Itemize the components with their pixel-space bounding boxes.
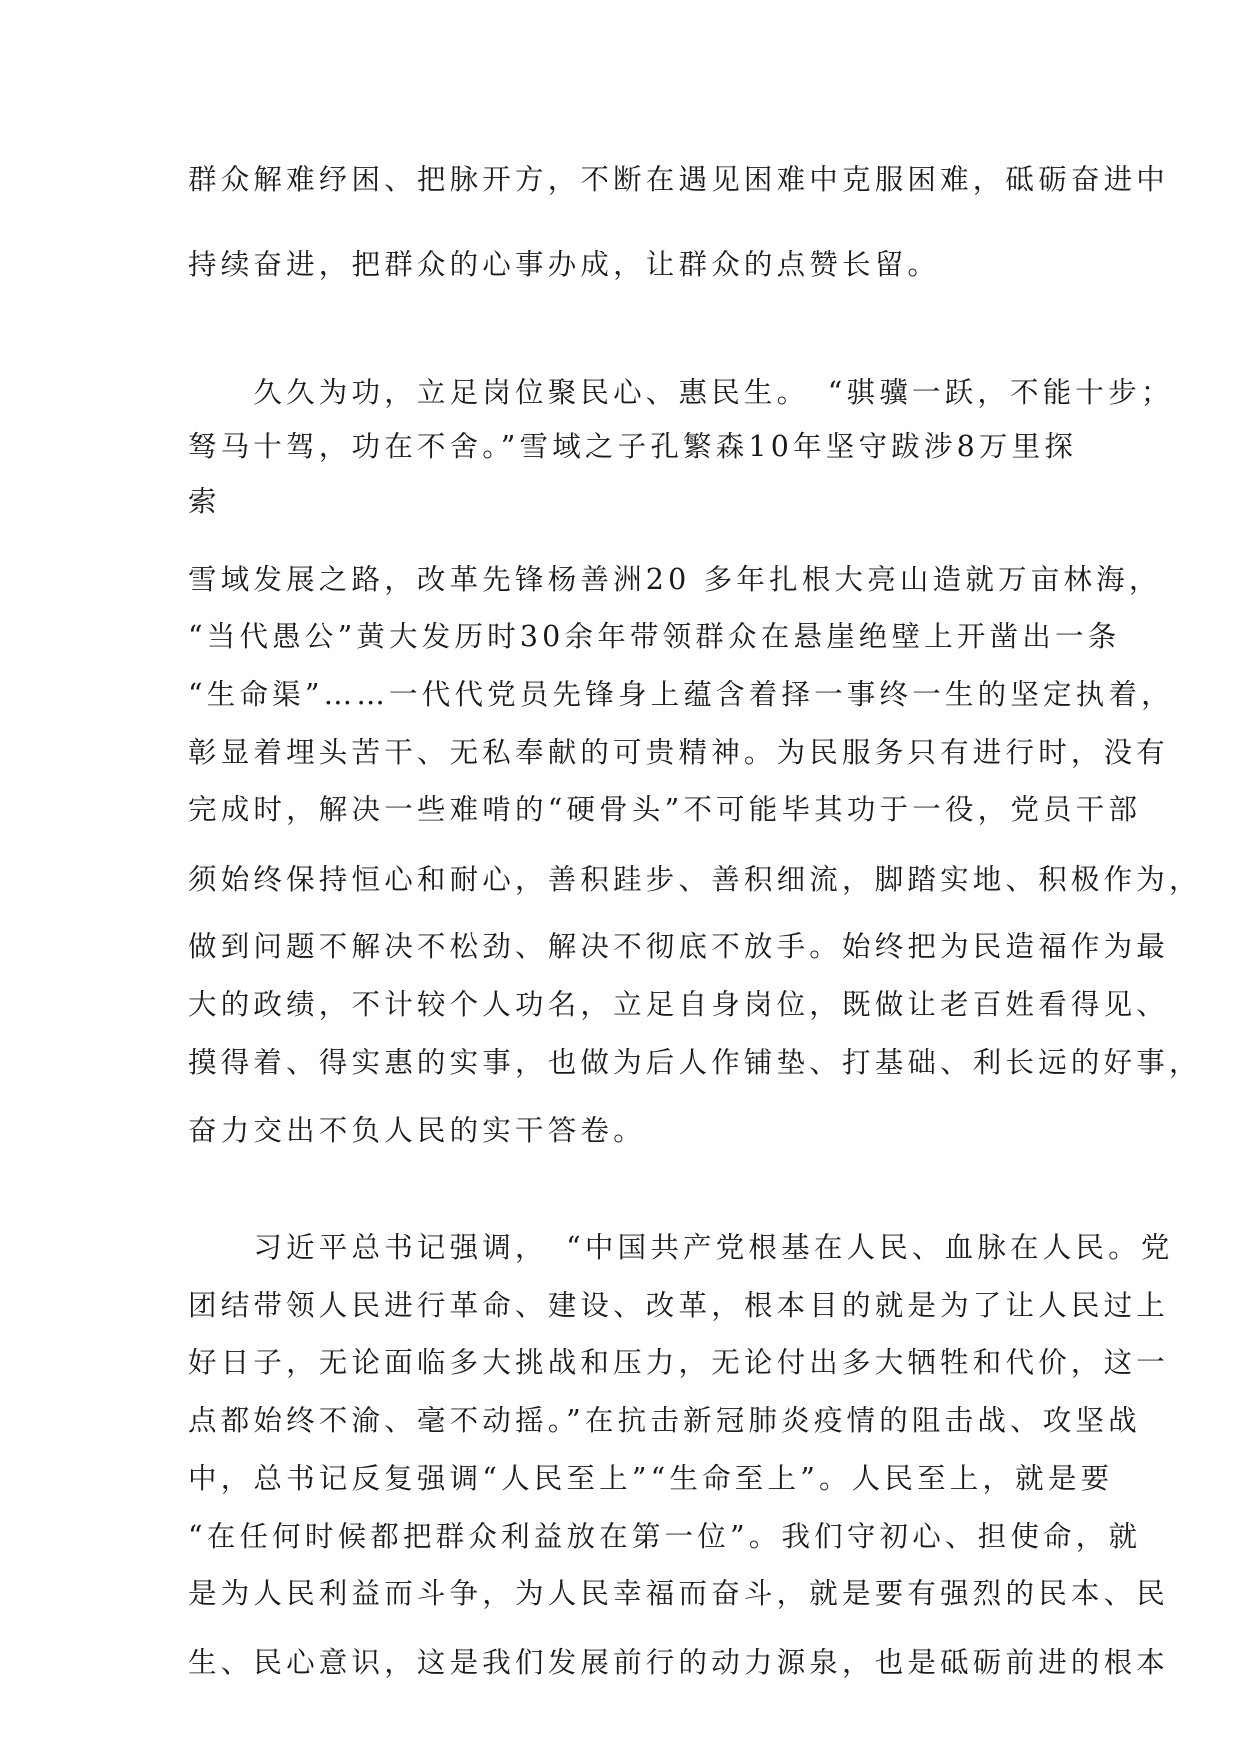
text-line: “生命渠”……一代代党员先锋身上蕴含着择一事终一生的坚定执着，	[188, 678, 1174, 711]
text-line: 点都始终不渝、毫不动摇。”在抗击新冠肺炎疫情的阻击战、攻坚战	[188, 1404, 1141, 1437]
text-line: 索	[188, 485, 221, 518]
text-line: 群众解难纾困、把脉开方，不断在遇见困难中克服困难，砥砺奋进中	[188, 163, 1170, 196]
text-line: 做到问题不解决不松劲、解决不彻底不放手。始终把为民造福作为最	[188, 930, 1170, 963]
text-line: 须始终保持恒心和耐心，善积跬步、善积细流，脚踏实地、积极作为，	[188, 863, 1202, 896]
text-line: 持续奋进，把群众的心事办成，让群众的点赞长留。	[188, 248, 941, 281]
text-line: 奋力交出不负人民的实干答卷。	[188, 1114, 646, 1147]
text-line: 团结带领人民进行革命、建设、改革，根本目的就是为了让人民过上	[188, 1289, 1170, 1322]
text-line: 久久为功，立足岗位聚民心、惠民生。 “骐骥一跃，不能十步；	[188, 376, 1174, 409]
text-line: “当代愚公”黄大发历时30余年带领群众在悬崖绝壁上开凿出一条	[188, 620, 1121, 653]
text-line: 中，总书记反复强调“人民至上”“生命至上”。人民至上，就是要	[188, 1462, 1114, 1495]
text-line: 是为人民利益而斗争，为人民幸福而奋斗，就是要有强烈的民本、民	[188, 1577, 1170, 1610]
text-line: 摸得着、得实惠的实事，也做为后人作铺垫、打基础、利长远的好事，	[188, 1046, 1202, 1079]
text-line: 彰显着埋头苦干、无私奉献的可贵精神。为民服务只有进行时，没有	[188, 736, 1170, 769]
text-line: 好日子，无论面临多大挑战和压力，无论付出多大牺牲和代价，这一	[188, 1346, 1170, 1379]
text-line: 生、民心意识，这是我们发展前行的动力源泉，也是砥砺前进的根本	[188, 1646, 1170, 1679]
text-line: 完成时，解决一些难啃的“硬骨头”不可能毕其功于一役，党员干部	[188, 793, 1142, 826]
text-line: 大的政绩，不计较个人功名，立足自身岗位，既做让老百姓看得见、	[188, 988, 1170, 1021]
text-line: 驽马十驾，功在不舍。”雪域之子孔繁森10年坚守跋涉8万里探	[188, 430, 1078, 463]
text-line: 雪域发展之路，改革先锋杨善洲20 多年扎根大亮山造就万亩林海，	[188, 563, 1162, 596]
text-line: 习近平总书记强调， “中国共产党根基在人民、血脉在人民。党	[188, 1231, 1174, 1264]
text-line: “在任何时候都把群众利益放在第一位”。我们守初心、担使命，就	[188, 1520, 1142, 1553]
